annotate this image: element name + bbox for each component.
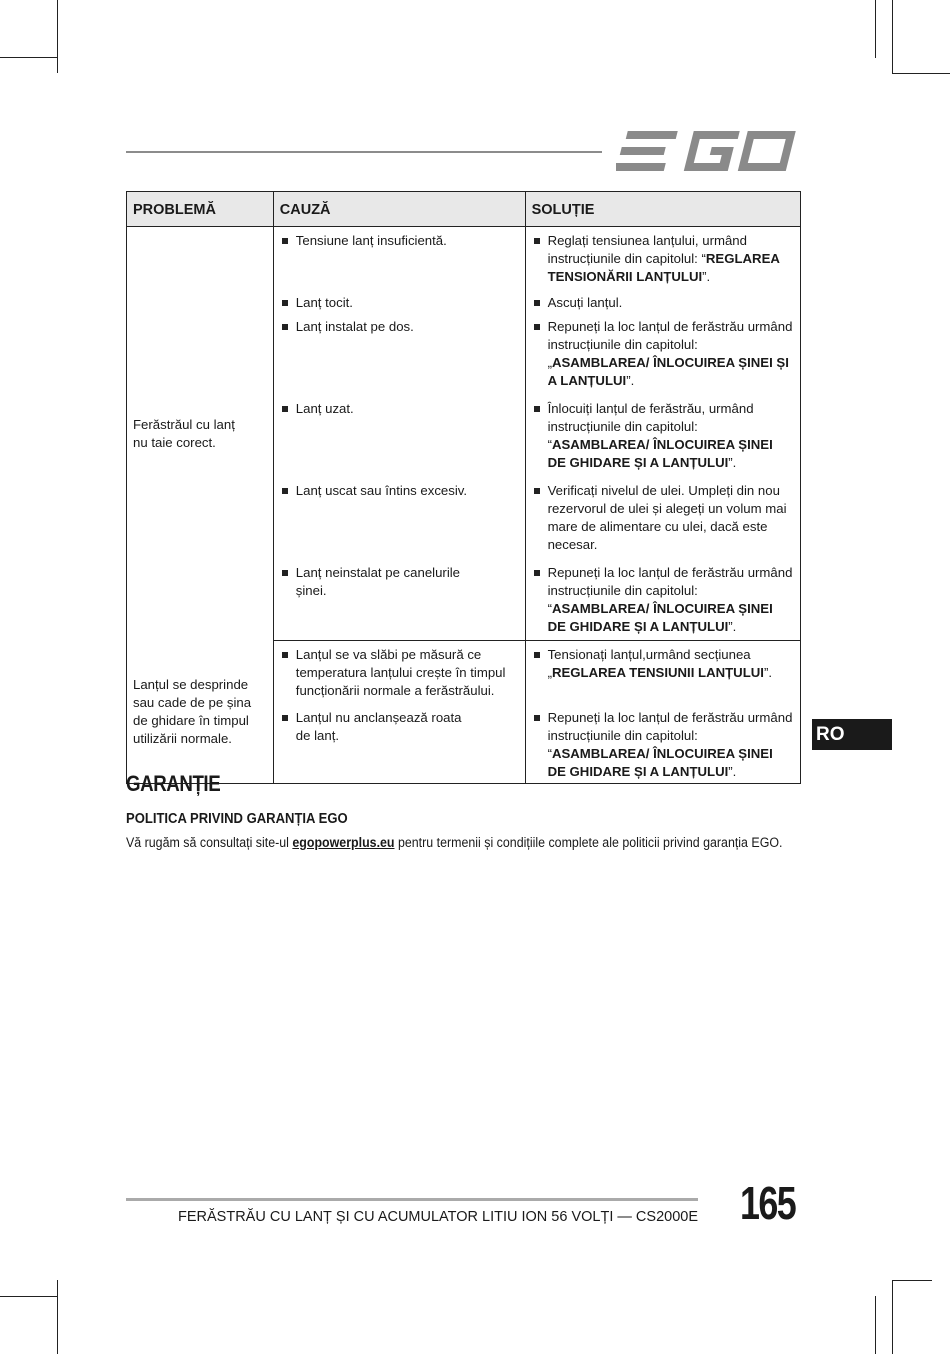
header-problem: PROBLEMĂ (127, 192, 274, 227)
warranty-paragraph (126, 835, 782, 850)
header-solution: SOLUȚIE (525, 192, 800, 227)
crop-mark (892, 73, 950, 74)
crop-mark (875, 0, 876, 58)
warranty-title: GARANȚIE (126, 771, 221, 796)
crop-mark (0, 1296, 58, 1297)
troubleshooting-table (126, 191, 801, 784)
warranty-link[interactable]: egopowerplus.eu (292, 835, 395, 850)
cause-item: Lanțul nu anclanșează roata de lanț. (280, 709, 466, 745)
cause-item: Tensiune lanț insuficientă. (280, 232, 519, 250)
solution-item: Reglați tensiunea lanțului, urmând instrucțiunile din capitolul: “REGLAREA TENSIONĂRII LANȚULUI”. (532, 232, 794, 286)
table-row (127, 641, 801, 707)
page-number: 165 (740, 1177, 796, 1229)
crop-mark (892, 1280, 893, 1354)
cause-item: Lanțul se va slăbi pe măsură ce temperatura lanțului crește în timpul funcționării normale a ferăstrăului. (280, 646, 519, 700)
crop-mark (892, 0, 893, 73)
crop-mark (892, 1280, 932, 1281)
crop-mark (875, 1296, 876, 1354)
footer-rule (126, 1198, 698, 1201)
problem-cell: Lanțul se desprinde sau cade de pe șina de ghidare în timpul utilizării normale. (127, 641, 274, 784)
problem-cell: Ferăstrăul cu lanț nu taie corect. (127, 227, 274, 641)
crop-mark (0, 57, 58, 58)
solution-item: Tensionați lanțul,urmând secțiunea „REGLAREA TENSIUNII LANȚULUI”. (532, 646, 794, 682)
crop-mark (57, 0, 58, 73)
warranty-text-after: pentru termenii și condițiile complete ale politicii privind garanția EGO. (394, 835, 783, 850)
solution-item: Verificați nivelul de ulei. Umpleți din nou rezervorul de ulei și alegeți un volum mai mare de alimentare cu ulei, dacă este necesar. (532, 482, 794, 554)
footer-title: FERĂSTRĂU CU LANȚ ȘI CU ACUMULATOR LITIU ION 56 VOLȚI — CS2000E (178, 1209, 698, 1225)
cause-item: Lanț instalat pe dos. (280, 318, 519, 336)
language-tab: RO (812, 719, 892, 750)
solution-item: Înlocuiți lanțul de ferăstrău, urmând instrucțiunile din capitolul: “ASAMBLAREA/ ÎNLOCUIREA ȘINEI DE GHIDARE ȘI A LANȚULUI”. (532, 400, 794, 472)
cause-item: Lanț neinstalat pe canelurile șinei. (280, 564, 466, 600)
ego-logo (616, 130, 800, 172)
solution-item: Repuneți la loc lanțul de ferăstrău urmând instrucțiunile din capitolul: “ASAMBLAREA/ ÎNLOCUIREA ȘINEI DE GHIDARE ȘI A LANȚULUI”. (532, 564, 794, 636)
crop-mark (57, 1280, 58, 1354)
cause-item: Lanț uzat. (280, 400, 519, 418)
solution-item: Ascuți lanțul. (532, 294, 794, 312)
cause-item: Lanț uscat sau întins excesiv. (280, 482, 519, 500)
cause-item: Lanț tocit. (280, 294, 519, 312)
solution-item: Repuneți la loc lanțul de ferăstrău urmând instrucțiunile din capitolul: “ASAMBLAREA/ ÎNLOCUIREA ȘINEI DE GHIDARE ȘI A LANȚULUI”. (532, 709, 794, 781)
table-row (127, 227, 801, 292)
warranty-subtitle: POLITICA PRIVIND GARANȚIA EGO (126, 811, 348, 827)
header-rule (126, 151, 602, 153)
solution-item: Repuneți la loc lanțul de ferăstrău urmând instrucțiunile din capitolul: „ASAMBLAREA/ ÎNLOCUIREA ȘINEI ȘI A LANȚULUI”. (532, 318, 794, 390)
warranty-text-before: Vă rugăm să consultați site-ul (126, 835, 293, 850)
header-cause: CAUZĂ (273, 192, 525, 227)
table-header-row (127, 192, 801, 227)
